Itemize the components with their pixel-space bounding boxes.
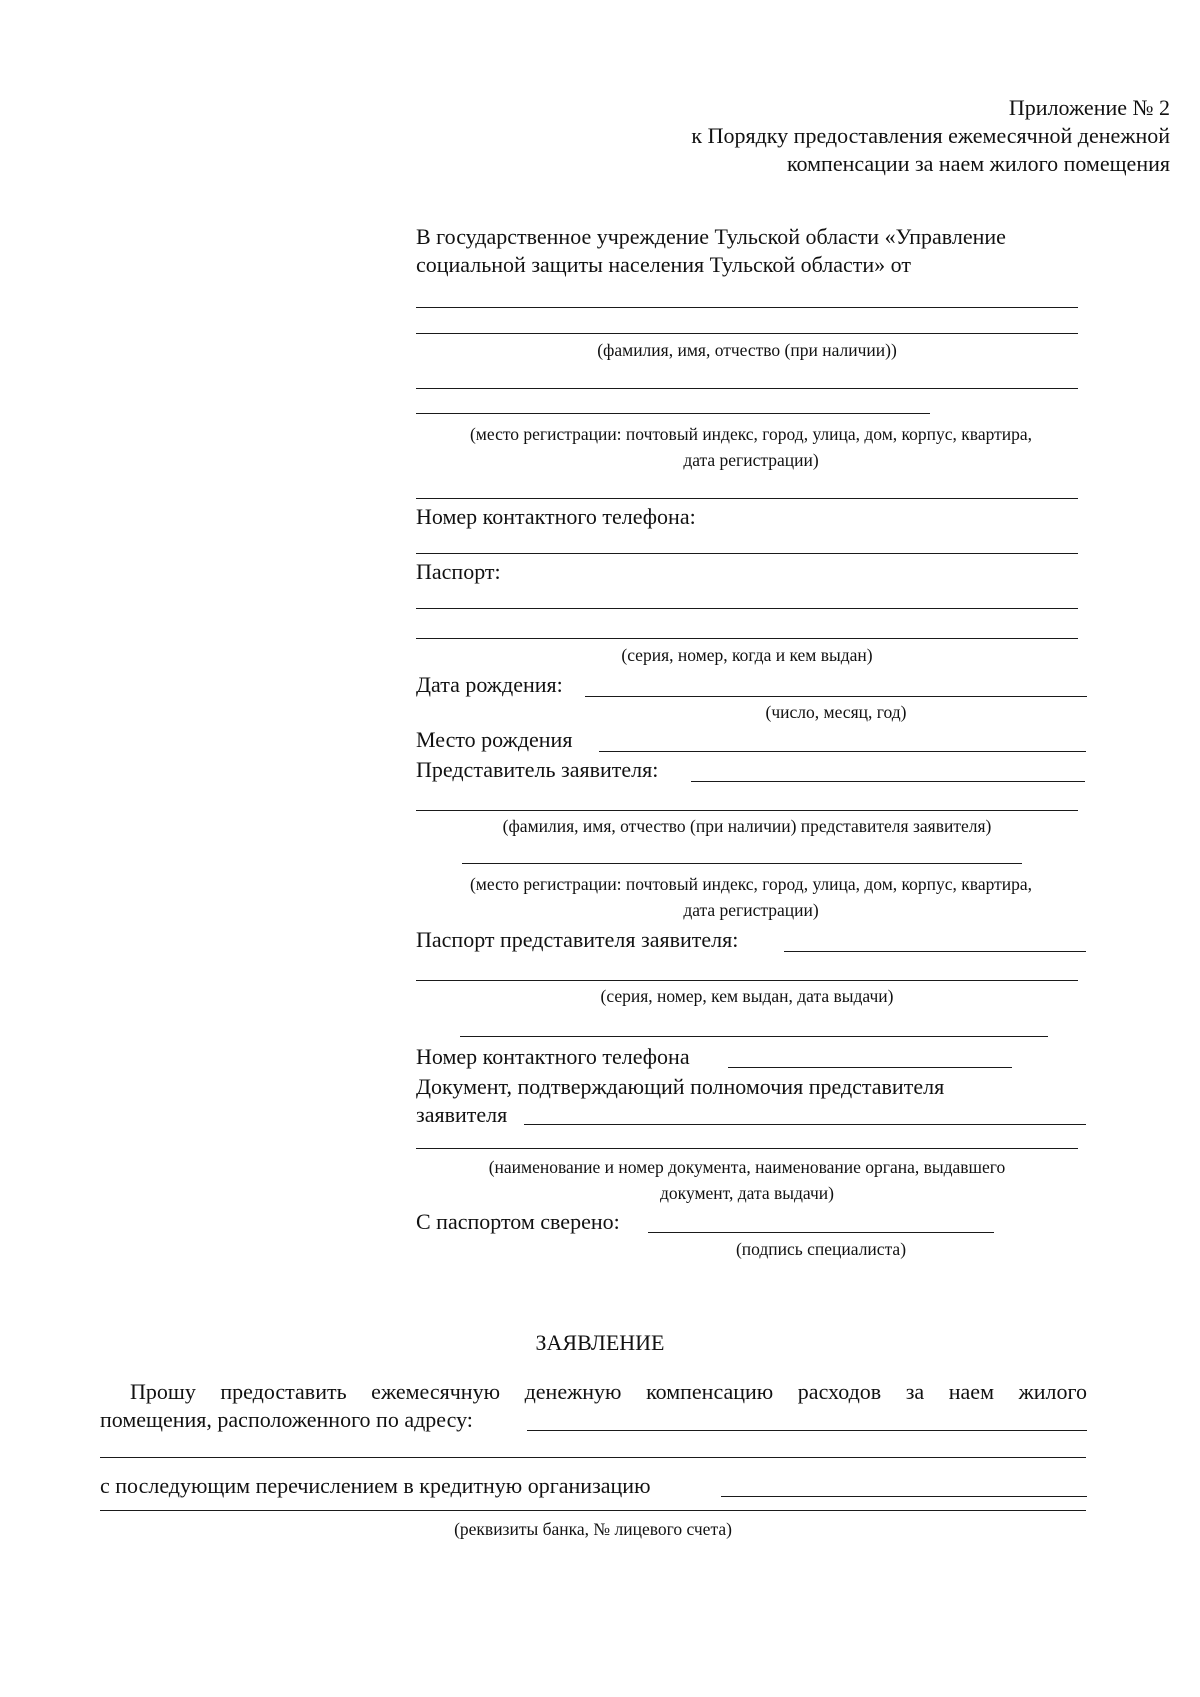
birth-place-field[interactable]: [599, 727, 1086, 752]
representative-passport-field-3[interactable]: [460, 1036, 1048, 1037]
rental-address-field-2[interactable]: [100, 1457, 1086, 1458]
representative-registration-hint-2: дата регистрации): [683, 900, 819, 920]
transfer-label: с последующим перечислением в кредитную организацию: [100, 1473, 651, 1498]
appendix-reference-line2: компенсации за наем жилого помещения: [786, 151, 1170, 176]
applicant-passport-field-2[interactable]: [416, 638, 1078, 639]
bank-details-hint: (реквизиты банка, № лицевого счета): [454, 1519, 732, 1539]
representative-registration-hint-1: (место регистрации: почтовый индекс, город, улица, дом, корпус, квартира,: [469, 874, 1033, 894]
applicant-fio-hint: (фамилия, имя, отчество (при наличии)): [597, 340, 897, 360]
applicant-fio-field-1[interactable]: [416, 307, 1078, 308]
representative-phone-field[interactable]: [728, 1043, 1012, 1068]
applicant-registration-hint-1: (место регистрации: почтовый индекс, город, улица, дом, корпус, квартира,: [469, 424, 1033, 444]
representative-label: Представитель заявителя:: [416, 757, 659, 782]
authority-document-hint-2: документ, дата выдачи): [660, 1183, 834, 1203]
addressee-line1: В государственное учреждение Тульской области «Управление: [416, 224, 1006, 249]
representative-field[interactable]: [691, 757, 1085, 782]
applicant-passport-label: Паспорт:: [416, 559, 501, 584]
representative-phone-label: Номер контактного телефона: [416, 1044, 690, 1069]
applicant-passport-hint: (серия, номер, когда и кем выдан): [621, 645, 873, 665]
specialist-signature-field[interactable]: [648, 1208, 994, 1233]
statement-title: ЗАЯВЛЕНИЕ: [535, 1330, 665, 1355]
applicant-passport-field-1[interactable]: [416, 608, 1078, 609]
representative-passport-hint: (серия, номер, кем выдан, дата выдачи): [600, 986, 894, 1006]
applicant-registration-hint-2: дата регистрации): [683, 450, 819, 470]
applicant-registration-field-1[interactable]: [416, 388, 1078, 389]
specialist-signature-hint: (подпись специалиста): [735, 1239, 907, 1259]
appendix-reference-line1: к Порядку предоставления ежемесячной денежной: [691, 123, 1170, 148]
applicant-registration-field-3[interactable]: [416, 498, 1078, 499]
credit-organization-field-2[interactable]: [100, 1510, 1086, 1511]
rental-address-field-1[interactable]: [527, 1406, 1087, 1431]
authority-document-label-line1: Документ, подтверждающий полномочия представителя: [416, 1074, 945, 1099]
representative-passport-label: Паспорт представителя заявителя:: [416, 927, 739, 952]
authority-document-field-2[interactable]: [416, 1148, 1078, 1149]
addressee-line2: социальной защиты населения Тульской области» от: [416, 252, 911, 277]
applicant-phone-field[interactable]: [416, 553, 1078, 554]
authority-document-label-line2: заявителя: [416, 1102, 508, 1127]
representative-passport-field-1[interactable]: [784, 927, 1086, 952]
applicant-phone-label: Номер контактного телефона:: [416, 504, 696, 529]
birth-date-field[interactable]: [585, 672, 1087, 697]
birth-date-label: Дата рождения:: [416, 672, 563, 697]
authority-document-field-1[interactable]: [524, 1100, 1086, 1125]
representative-fio-field[interactable]: [416, 810, 1078, 811]
applicant-fio-field-2[interactable]: [416, 333, 1078, 334]
representative-passport-field-2[interactable]: [416, 980, 1078, 981]
credit-organization-field-1[interactable]: [721, 1472, 1087, 1497]
appendix-number: Приложение № 2: [1008, 95, 1170, 120]
representative-registration-field[interactable]: [462, 863, 1022, 864]
authority-document-hint-1: (наименование и номер документа, наименование органа, выдавшего: [488, 1157, 1006, 1177]
statement-paragraph-line1: Прошу предоставить ежемесячную денежную компенсацию расходов за наем жилого: [130, 1380, 1087, 1404]
representative-fio-hint: (фамилия, имя, отчество (при наличии) представителя заявителя): [502, 816, 992, 836]
birth-date-hint: (число, месяц, год): [765, 702, 907, 722]
statement-paragraph-line2: помещения, расположенного по адресу:: [100, 1407, 473, 1432]
passport-verified-label: С паспортом сверено:: [416, 1209, 620, 1234]
birth-place-label: Место рождения: [416, 727, 573, 752]
applicant-registration-field-2[interactable]: [416, 413, 930, 414]
